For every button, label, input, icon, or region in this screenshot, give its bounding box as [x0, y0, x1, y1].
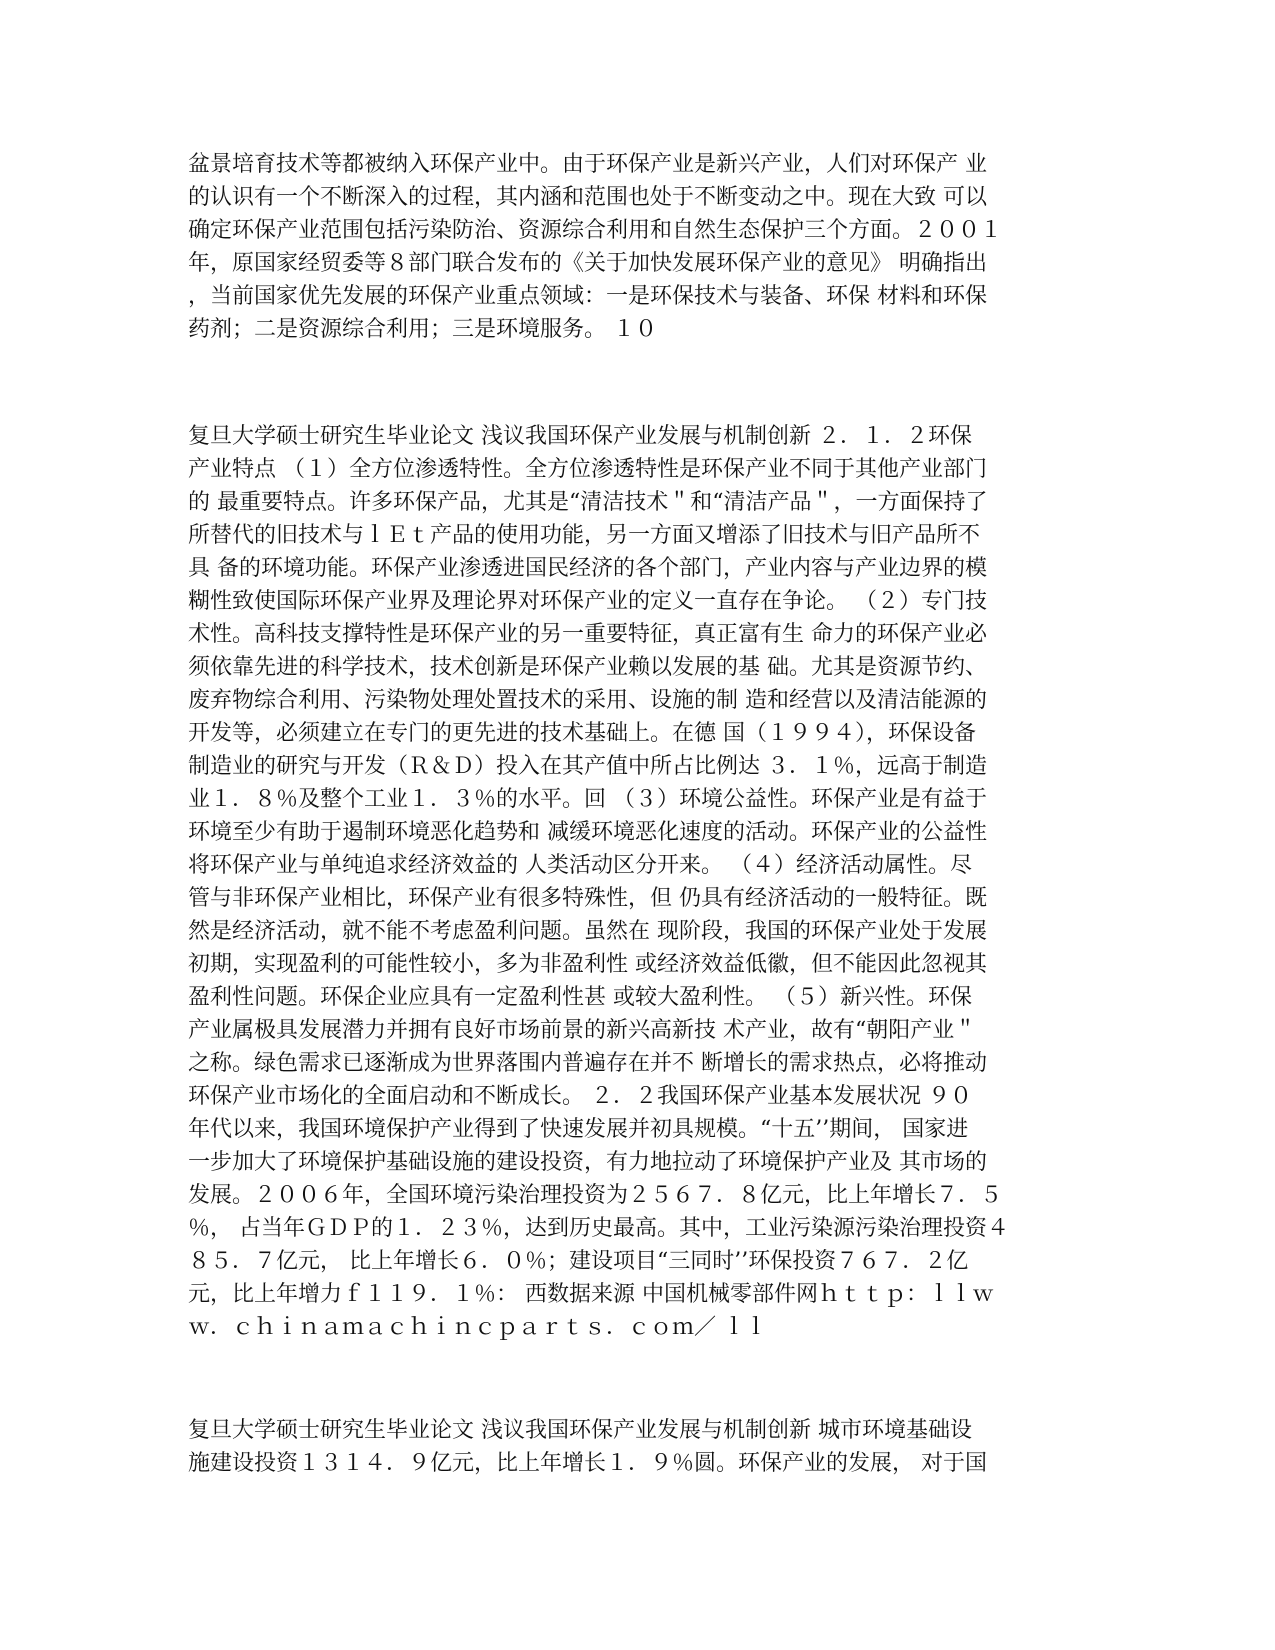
text-line: 复旦大学硕士研究生毕业论文 浅议我国环保产业发展与机制创新 ２．１．２环保 — [188, 424, 972, 449]
text-line: 须依靠先进的科学技术，技术创新是环保产业赖以发展的基 础。尤其是资源节约、 — [188, 655, 987, 680]
text-line: 具 备的环境功能。环保产业渗透进国民经济的各个部门，产业内容与产业边界的模 — [188, 556, 987, 581]
text-line: 盆景培育技术等都被纳入环保产业中。由于环保产业是新兴产业，人们对环保产 业 — [188, 152, 987, 177]
text-line: 确定环保产业范围包括污染防治、资源综合利用和自然生态保护三个方面。２００１ — [188, 218, 1003, 243]
text-line: 管与非环保产业相比，环保产业有很多特殊性，但 仍具有经济活动的一般特征。既 — [188, 886, 987, 911]
text-line: 术性。高科技支撑特性是环保产业的另一重要特征，真正富有生 命力的环保产业必 — [188, 622, 987, 647]
text-line: 产业属极具发展潜力并拥有良好市场前景的新兴高新技 术产业，故有“朝阳产业＂ — [188, 1018, 977, 1043]
text-line: 开发等，必须建立在专门的更先进的技术基础上。在德 国（１９９４），环保设备 — [188, 721, 976, 746]
text-line: 年代以来，我国环境保护产业得到了快速发展并初具规模。“十五’’期间， 国家进 — [188, 1117, 969, 1142]
text-line: ｗ．ｃｈｉｎａｍａｃｈｉｎｃｐａｒｔｓ．ｃｏｍ／ ｌｌ — [188, 1315, 767, 1340]
text-block-1 — [188, 148, 1088, 346]
text-line: 年，原国家经贸委等８部门联合发布的《关于加快发展环保产业的意见》 明确指出 — [188, 251, 987, 276]
text-line: 产业特点 （１）全方位渗透特性。全方位渗透特性是环保产业不同于其他产业部门 — [188, 457, 987, 482]
text-line: 施建设投资１３１４．９亿元，比上年增长１．９％圆。环保产业的发展， 对于国 — [188, 1451, 987, 1476]
text-line: 元，比上年增力ｆ１１９．１％： 西数据来源 中国机械零部件网ｈｔｔｐ：ｌｌｗ — [188, 1282, 994, 1307]
text-line: ８５．７亿元， 比上年增长６．０％；建设项目“三同时’’环保投资７６７．２亿 — [188, 1249, 969, 1274]
text-line: 环保产业市场化的全面启动和不断成长。 ２．２我国环保产业基本发展状况 ９０ — [188, 1084, 972, 1109]
text-line: 废弃物综合利用、污染物处理处置技术的采用、设施的制 造和经营以及清洁能源的 — [188, 688, 987, 713]
text-line: 发展。２００６年，全国环境污染治理投资为２５６７．８亿元，比上年增长７．５ — [188, 1183, 1003, 1208]
text-line: 所替代的旧技术与ｌＥｔ产品的使用功能，另一方面又增添了旧技术与旧产品所不 — [188, 523, 981, 548]
text-line: 药剂；二是资源综合利用；三是环境服务。 １０ — [188, 317, 657, 342]
text-line: 制造业的研究与开发（Ｒ＆Ｄ）投入在其产值中所占比例达 ３．１％，远高于制造 — [188, 754, 987, 779]
text-line: 业１．８％及整个工业１．３％的水平。回 （３）环境公益性。环保产业是有益于 — [188, 787, 987, 812]
text-line: 复旦大学硕士研究生毕业论文 浅议我国环保产业发展与机制创新 城市环境基础设 — [188, 1418, 972, 1443]
text-line: 然是经济活动，就不能不考虑盈利问题。虽然在 现阶段，我国的环保产业处于发展 — [188, 919, 987, 944]
text-block-3 — [188, 1414, 1088, 1480]
text-line: 环境至少有助于遏制环境恶化趋势和 减缓环境恶化速度的活动。环保产业的公益性 — [188, 820, 987, 845]
text-line: 糊性致使国际环保产业界及理论界对环保产业的定义一直存在争论。 （２）专门技 — [188, 589, 987, 614]
text-line: 初期，实现盈利的可能性较小，多为非盈利性 或经济效益低徽，但不能因此忽视其 — [188, 952, 987, 977]
text-line: ％， 占当年ＧＤＰ的１．２３％，达到历史最高。其中，工业污染源污染治理投资４ — [188, 1216, 1009, 1241]
text-line: ，当前国家优先发展的环保产业重点领域：一是环保技术与装备、环保 材料和环保 — [188, 284, 987, 309]
text-line: 盈利性问题。环保企业应具有一定盈利性甚 或较大盈利性。 （５）新兴性。环保 — [188, 985, 972, 1010]
text-line: 的认识有一个不断深入的过程，其内涵和范围也处于不断变动之中。现在大致 可以 — [188, 185, 987, 210]
text-block-2 — [188, 420, 1088, 1344]
text-line: 之称。绿色需求已逐渐成为世界落围内普遍存在并不 断增长的需求热点，必将推动 — [188, 1051, 987, 1076]
text-line: 将环保产业与单纯追求经济效益的 人类活动区分开来。 （４）经济活动属性。尽 — [188, 853, 972, 878]
text-line: 一步加大了环境保护基础设施的建设投资，有力地拉动了环境保护产业及 其市场的 — [188, 1150, 987, 1175]
text-line: 的 最重要特点。许多环保产品，尤其是“清洁技术＂和“清洁产品＂，一方面保持了 — [188, 490, 988, 515]
